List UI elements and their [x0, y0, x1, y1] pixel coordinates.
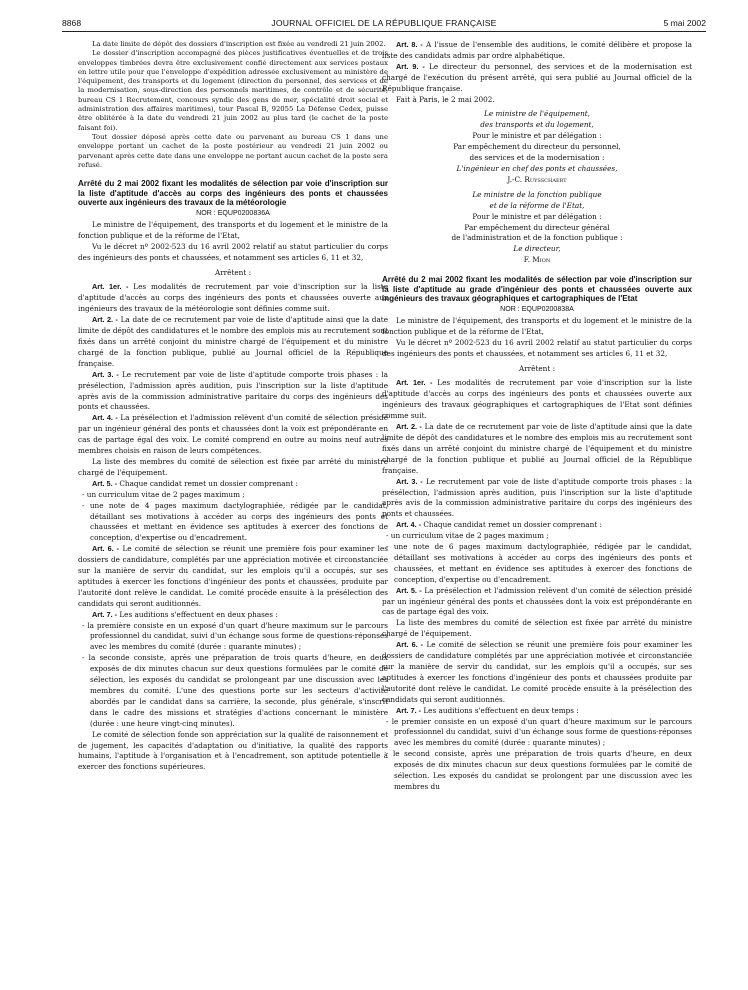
intro-paragraph: La date limite de dépôt des dossiers d'inscription est fixée au vendredi 21 juin 2002.: [92, 40, 386, 48]
article-2: Art. 2. - La date de ce recrutement par voie de liste d'aptitude ainsi que la date limite de dépôt des candidatures et le nombre des emplois mis au recrutement sont fixés dans un arrêté conjoint du ministre chargé de l'équipement et du ministre chargé de la fonction publique et publié au Journal officiel de la République française.: [382, 422, 693, 475]
left-column: [78, 40, 388, 773]
fait-a-paris: Fait à Paris, le 2 mai 2002.: [396, 94, 495, 104]
article-7-list: [382, 717, 692, 793]
decree-title: Arrêté du 2 mai 2002 fixant les modalités de sélection par voie d'inscription sur la liste d'aptitude d'accès au corps des ingénieurs des ponts et chaussées ouverte aux ingénieurs des travaux de la météorologie: [78, 179, 388, 208]
page-number: 8868: [62, 18, 82, 28]
article-label: Art. 5. -: [396, 585, 422, 595]
article-1: Art. 1er. - Les modalités de recrutement par voie d'inscription sur la liste d'aptitude d'accès au corps des ingénieurs des ponts et chaussées ouverte aux ingénieurs des travaux géographiques et cartographiques de l'Etat sont définies comme suit.: [382, 378, 693, 421]
article-label: Art. 1er. -: [92, 282, 129, 292]
right-column: [382, 40, 692, 793]
nor-reference: NOR : EQUP0200836A: [196, 209, 270, 217]
article-2: Art. 2. - La date de ce recrutement par voie de liste d'aptitude ainsi que la date limite de dépôt des candidatures et le nombre des emplois mis au recrutement sont fixés dans un arrêté conjoint du ministre chargé de l'équipement et du ministre chargé de la fonction publique, publié au Journal officiel de la République française.: [78, 315, 389, 368]
article-3: Art. 3. - Le recrutement par voie de liste d'aptitude comporte trois phases : la présélection, l'admission après audition, puis l'inscription sur la liste d'aptitude après avis de la commission administrative paritaire du corps des ingénieurs des ponts et chaussées.: [382, 476, 692, 519]
list-item: - un curriculum vitae de 2 pages maximum ;: [386, 531, 549, 541]
article-label: Art. 3. -: [396, 476, 423, 486]
signature-line: de l'administration et de la fonction publique :: [451, 233, 623, 243]
signature-block-fonction-publique: [382, 190, 692, 266]
signature-line: Pour le ministre et par délégation :: [472, 131, 602, 141]
signature-line: Par empêchement du directeur du personnel,: [453, 142, 621, 152]
preamble: Vu le décret nº 2002-523 du 16 avril 2002 relatif au statut particulier du corps des ingénieurs des ponts et chaussées, et notamment ses articles 6, 11 et 32,: [78, 241, 388, 262]
article-label: Art. 2. -: [396, 422, 422, 432]
signature-line: Pour le ministre et par délégation :: [472, 211, 602, 221]
list-item: - la seconde consiste, après une préparation de trois quarts d'heure, en deux exposés de dix minutes chacun sur deux questions formulées par le comité de sélection, les exposés du candidat se prolongeant par une discussion avec les membres du comité. L'une des questions porte sur les secteurs d'activité abordés par le candidat dans sa carrière, la seconde, plus générale, s'inscrit dans le cadre des missions et stratégies d'actions concernant le ministère (durée : une heure vingt-cinq minutes).: [82, 653, 388, 728]
preamble: Le ministre de l'équipement, des transports et du logement et le ministre de la fonction publique et de la réforme de l'Etat,: [382, 315, 692, 336]
signature-line: Par empêchement du directeur général: [464, 222, 610, 232]
intro-paragraph: Tout dossier déposé après cette date ou parvenant au bureau CS 1 dans une enveloppe portant un cachet de la poste postérieur au vendredi 21 juin 2002 ou parvenant après cette date dans une enveloppe ne portant aucun cachet de la poste sera refusé.: [78, 132, 388, 169]
article-6: Art. 6. - Le comité de sélection se réunit une première fois pour examiner les dossiers de candidature, complétés par une appréciation motivée et circonstanciée sur la manière de servir du candidat, sur les emplois qu'il a occupés, sur ses aptitudes à exercer les fonctions d'ingénieur des ponts et chaussées, produite par l'autorité dont relève le candidat. Le comité procède ensuite à la présélection des candidats qui seront auditionnés.: [78, 544, 389, 608]
article-7-list: [78, 621, 388, 730]
article-6: Art. 6. - Le comité de sélection se réunit une première fois pour examiner les dossiers de candidature complétés par une appréciation motivée et circonstanciée sur la manière de servir du candidat, sur les emplois qu'il a occupés, sur ses aptitudes à exercer les fonctions d'ingénieur des ponts et chaussées produite par l'autorité dont relève le candidat. Le comité procède ensuite à la présélection des candidats qui seront auditionnés.: [382, 640, 693, 704]
preamble: Le ministre de l'équipement, des transports et du logement et le ministre de la fonction publique et de la réforme de l'Etat,: [78, 219, 388, 240]
article-7: Art. 7. - Les auditions s'effectuent en deux phases :: [92, 609, 278, 619]
article-7-continued: Le comité de sélection fonde son appréciation sur la qualité de raisonnement et de jugement, les capacités d'adaptation ou d'initiative, la qualité des rapports humains, l'aptitude à l'organisation et à l'encadrement, son aptitude potentielle à exercer des fonctions supérieures.: [78, 729, 388, 772]
list-item: - la première consiste en un exposé d'un quart d'heure maximum sur le parcours professionnel du candidat, suivi d'un échange sous forme de questions-réponses avec les membres du comité (durée : quarante minutes) ;: [82, 620, 388, 652]
article-label: Art. 1er. -: [396, 378, 433, 388]
signature-line: des transports et du logement,: [480, 120, 594, 130]
list-item: - une note de 6 pages maximum dactylographiée, rédigée par le candidat, détaillant ses motivations à accéder au corps des ingénieurs des ponts et chaussées, et mettant en évidence ses aptitudes à exercer des fonctions de conception, d'expertise ou d'encadrement.: [386, 542, 692, 584]
article-label: Art. 7. -: [396, 705, 422, 715]
article-label: Art. 6. -: [92, 544, 120, 554]
article-label: Art. 7. -: [92, 609, 118, 619]
signatory-name: F. Mion: [523, 255, 551, 265]
decree-title: Arrêté du 2 mai 2002 fixant les modalités de sélection par voie d'inscription sur la liste d'aptitude au grade d'ingénieur des ponts et chaussées ouverte aux ingénieurs des travaux géographiques et cartographiques de l'Etat: [382, 275, 692, 304]
article-label: Art. 4. -: [92, 413, 118, 423]
article-5: Art. 5. - La présélection et l'admission relèvent d'un comité de sélection présidé par un ingénieur général des ponts et chaussées dont la voix est prépondérante en cas de partage égal des voix.: [382, 585, 693, 617]
article-5-continued: La liste des membres du comité de sélection est fixée par arrêté du ministre chargé de l'équipement.: [382, 618, 692, 639]
article-label: Art. 9. -: [396, 61, 425, 71]
arretent: Arrêtent :: [518, 363, 556, 373]
article-4: Art. 4. - La présélection et l'admission relèvent d'un comité de sélection présidé par un ingénieur général des ponts et chaussées dont la voix est prépondérante en cas de partage égal des voix. Le comité comprend en outre au moins neuf autres membres choisis en raison de leurs compétences.: [78, 413, 389, 456]
list-item: - un curriculum vitae de 2 pages maximum ;: [82, 489, 245, 499]
signature-line: L'ingénieur en chef des ponts et chaussées,: [456, 163, 618, 173]
intro-paragraph: Le dossier d'inscription accompagné des pièces justificatives éventuelles et de trois enveloppes timbrées devra être exclusivement confié directement aux services postaux en lettre utile pour que l'enveloppe d'expédition adressée exclusivement au ministère de l'équipement, des transports et du logement (direction du personnel, des services et de la modernisation, sous-direction des personnels maritimes, de contrôle et de sécurité, bureau CS 1 Recrutement, concours syndic des gens de mer, spécialité droit social et administration des affaires maritimes), tour Pascal B, 92055 La Défense Cedex, puisse être oblitérée à la date du vendredi 21 juin 2002 au plus tard (le cachet de la poste faisant foi).: [78, 49, 388, 132]
preamble: Vu le décret nº 2002-523 du 16 avril 2002 relatif au statut particulier du corps des ingénieurs des ponts et chaussées, et notamment ses articles 6, 11 et 32,: [382, 337, 692, 358]
list-item: - une note de 4 pages maximum dactylographiée, rédigée par le candidat, détaillant ses motivations à accéder au corps des ingénieurs des ponts et chaussées et mettant en évidence ses aptitudes à exercer des fonctions de conception, d'expertise ou d'encadrement.: [82, 500, 388, 543]
article-4-list: [382, 531, 692, 586]
journal-title: JOURNAL OFFICIEL DE LA RÉPUBLIQUE FRANÇAISE: [271, 18, 497, 28]
nor-reference: NOR : EQUP0200838A: [500, 305, 574, 313]
article-5-list: [78, 490, 388, 545]
list-item: - le second consiste, après une préparation de trois quarts d'heure, en deux exposés de dix minutes chacun sur deux questions formulées par le comité de sélection. Les exposés du candidat se prolongent par une discussion avec les membres du: [386, 749, 692, 791]
signature-block-equipement: [382, 109, 692, 185]
header-rule: [62, 31, 706, 32]
page-header: [62, 18, 706, 32]
issue-date: 5 mai 2002: [663, 18, 706, 28]
signature-line: Le directeur,: [513, 244, 561, 254]
article-label: Art. 5. -: [92, 478, 118, 488]
article-label: Art. 8. -: [396, 40, 423, 49]
article-4: Art. 4. - Chaque candidat remet un dossier comprenant :: [396, 520, 602, 530]
article-label: Art. 4. -: [396, 520, 422, 530]
article-label: Art. 2. -: [92, 315, 118, 325]
signature-line: des services et de la modernisation :: [469, 153, 605, 163]
article-1: Art. 1er. - Les modalités de recrutement par voie d'inscription sur la liste d'aptitude d'accès au corps des ingénieurs des ponts et chaussées ouverte aux ingénieurs des travaux de la météorologie sont définies comme suit.: [78, 282, 389, 314]
article-7: Art. 7. - Les auditions s'effectuent en deux temps :: [396, 705, 579, 715]
article-5: Art. 5. - Chaque candidat remet un dossier comprenant :: [92, 478, 298, 488]
signature-line: Le ministre de la fonction publique: [472, 189, 602, 199]
list-item: - le premier consiste en un exposé d'un quart d'heure maximum sur le parcours professionnel du candidat, suivi d'un échange sous forme de questions-réponses avec les membres du comité (durée : quarante minutes) ;: [386, 716, 692, 748]
article-3: Art. 3. - Le recrutement par voie de liste d'aptitude comporte trois phases : la présélection, l'admission après audition, puis l'inscription sur la liste d'aptitude après avis de la commission administrative paritaire du corps des ingénieurs des ponts et chaussées.: [78, 369, 388, 412]
article-8: Art. 8. - A l'issue de l'ensemble des auditions, le comité délibère et propose la liste des candidats admis par ordre alphabétique.: [382, 40, 692, 60]
arretent: Arrêtent :: [214, 267, 252, 277]
signatory-name: J.-C. Ruysschaert: [507, 174, 567, 184]
article-4-continued: La liste des membres du comité de sélection est fixée par arrêté du ministre chargé de l'équipement.: [78, 456, 388, 477]
article-label: Art. 3. -: [92, 369, 119, 379]
article-9: Art. 9. - Le directeur du personnel, des services et de la modernisation est chargé de l'exécution du présent arrêté, qui sera publié au Journal officiel de la République française.: [382, 61, 692, 93]
signature-line: et de la réforme de l'Etat,: [489, 200, 585, 210]
signature-line: Le ministre de l'équipement,: [484, 109, 590, 119]
article-label: Art. 6. -: [396, 640, 424, 650]
